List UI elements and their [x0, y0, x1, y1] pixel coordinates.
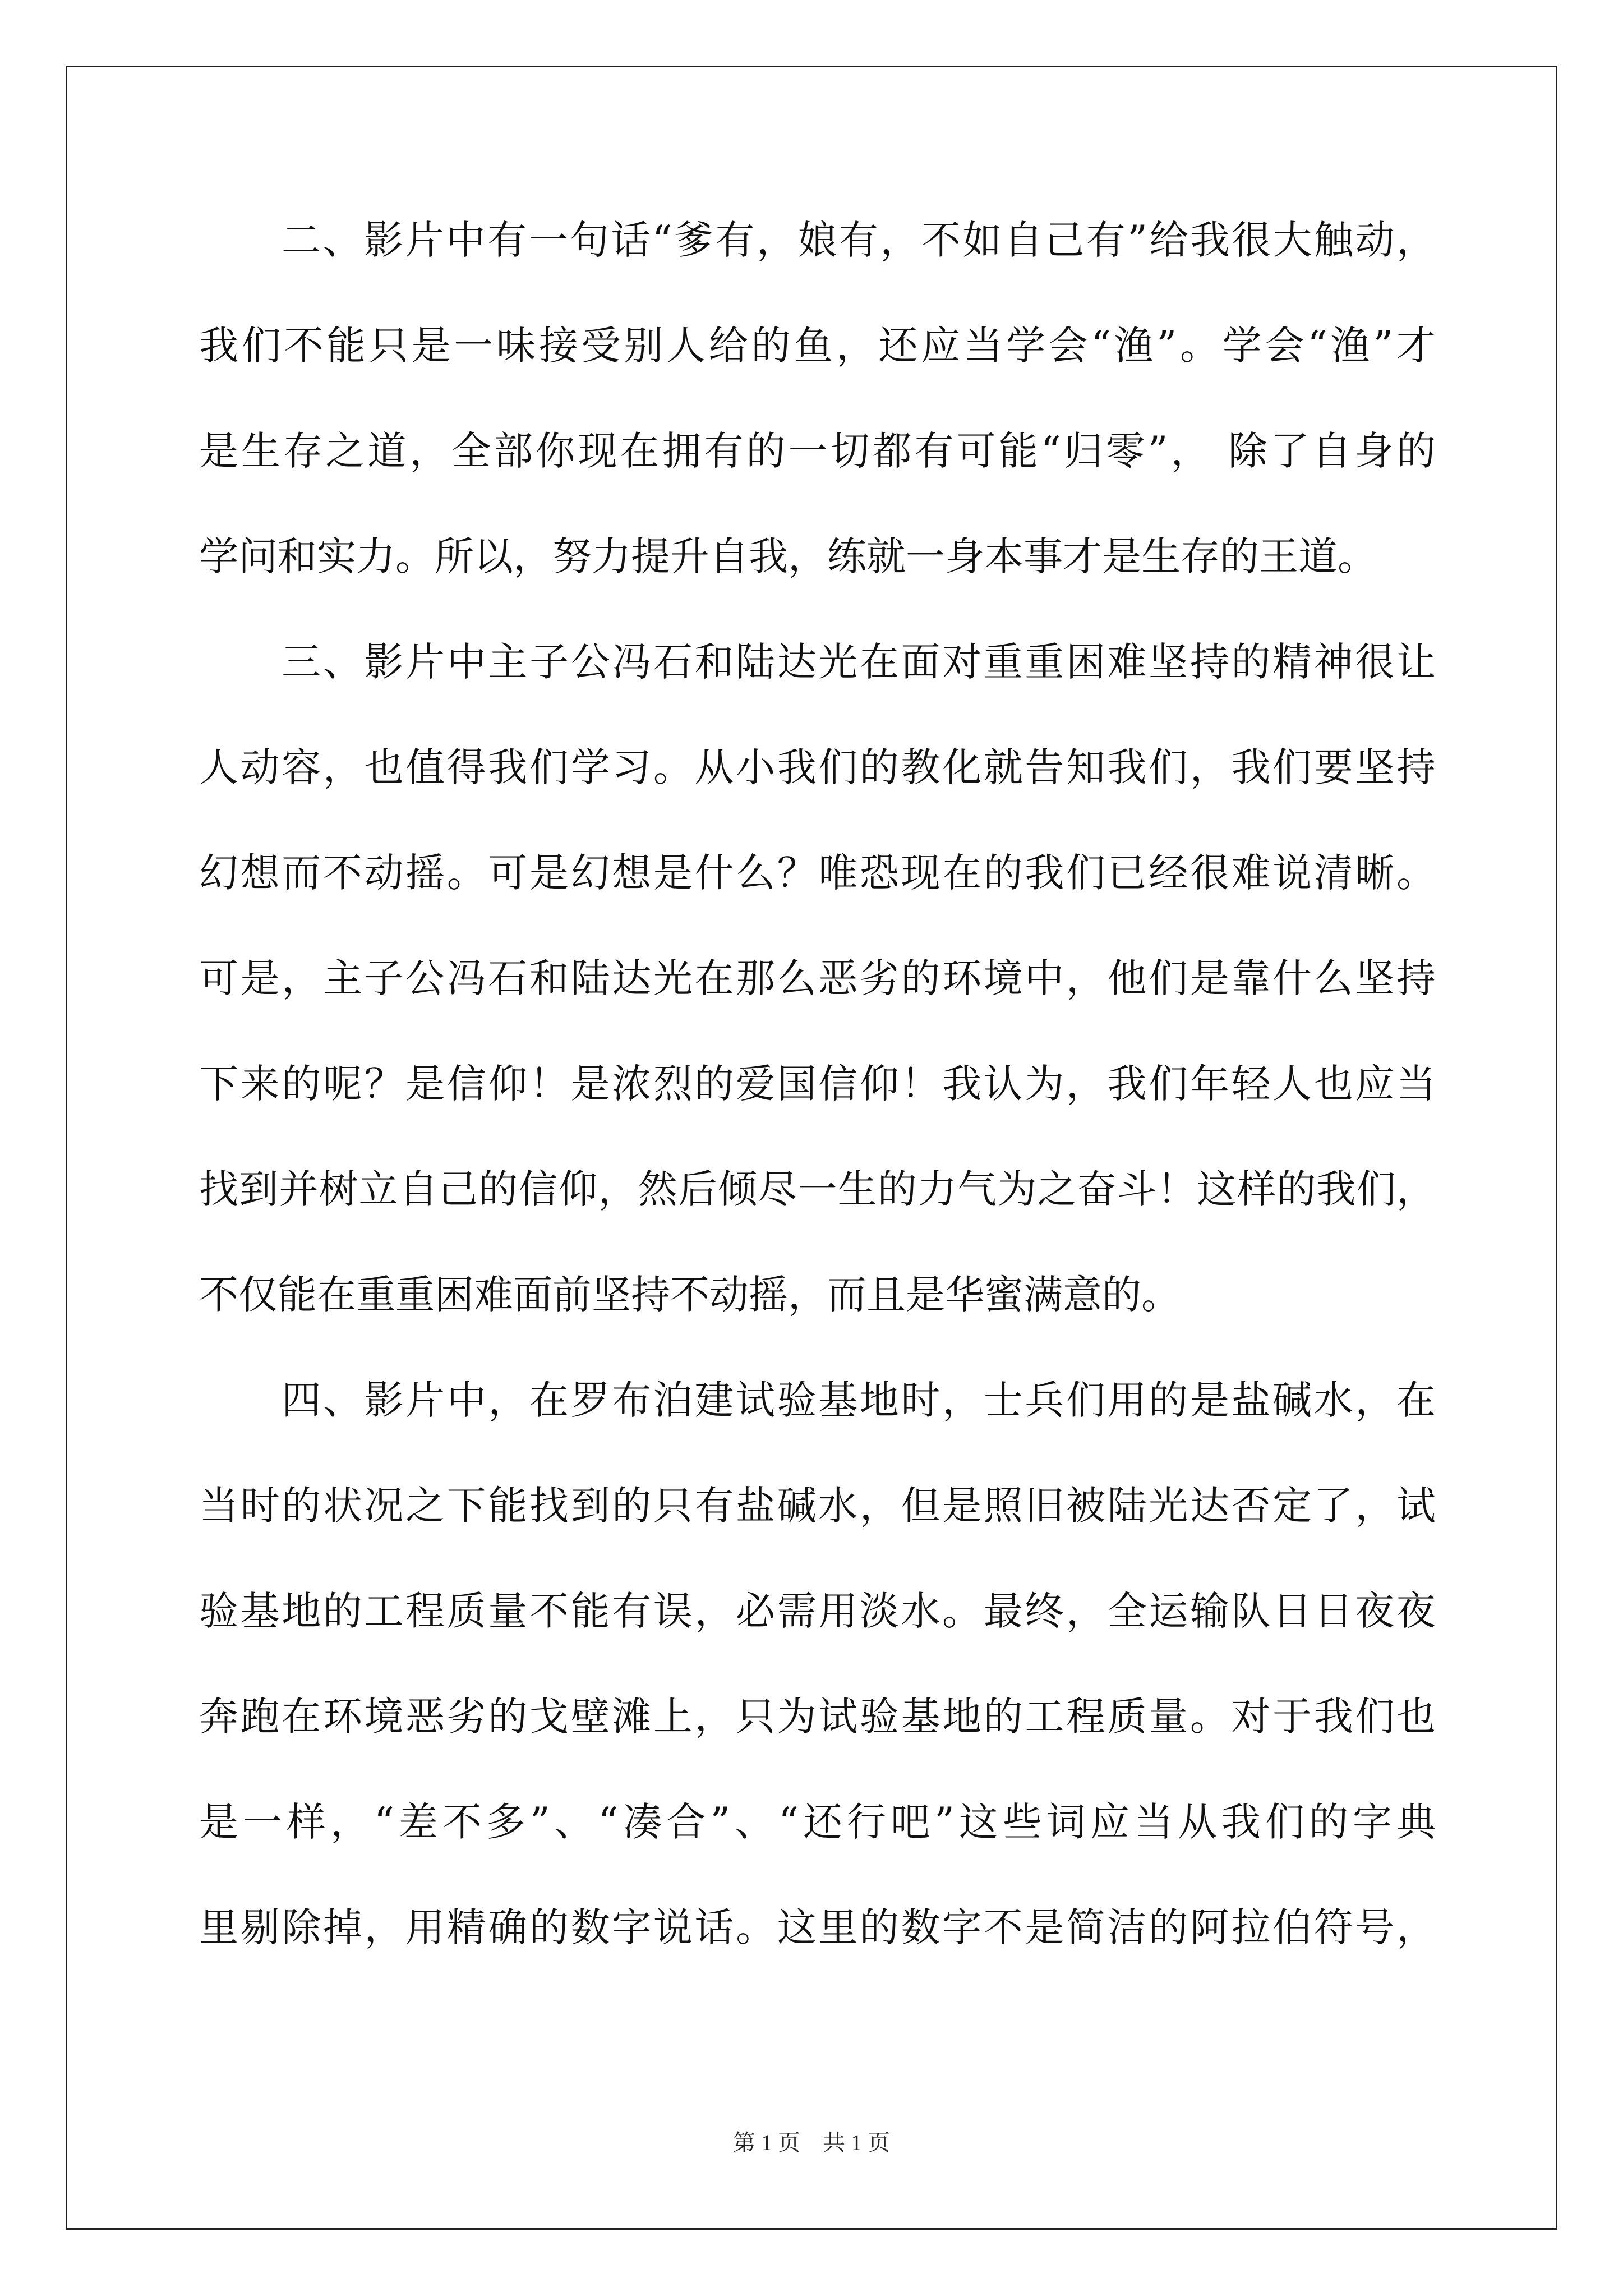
- text-line: 验基地的工程质量不能有误，必需用淡水。最终，全运输队日日夜夜: [199, 1588, 1436, 1634]
- text-line: 下来的呢？是信仰！是浓烈的爱国信仰！我认为，我们年轻人也应当: [199, 1061, 1436, 1107]
- text-line: 四、影片中，在罗布泊建试验基地时，士兵们用的是盐碱水，在: [199, 1377, 1436, 1423]
- text-line: 当时的状况之下能找到的只有盐碱水，但是照旧被陆光达否定了，试: [199, 1483, 1436, 1529]
- text-line: 里剔除掉，用精确的数字说话。这里的数字不是简洁的阿拉伯符号，: [199, 1904, 1436, 1950]
- text-line: 不仅能在重重困难面前坚持不动摇，而且是华蜜满意的。: [199, 1272, 1181, 1318]
- text-line: 三、影片中主子公冯石和陆达光在面对重重困难坚持的精神很让: [199, 639, 1436, 685]
- text-line: 是一样，“差不多”、“凑合”、“还行吧”这些词应当从我们的字典: [199, 1799, 1436, 1845]
- document-body: [199, 215, 1436, 2008]
- text-line: 找到并树立自己的信仰，然后倾尽一生的力气为之奋斗！这样的我们，: [199, 1166, 1436, 1212]
- text-line: 学问和实力。所以，努力提升自我，练就一身本事才是生存的王道。: [199, 533, 1377, 579]
- text-line: 可是，主子公冯石和陆达光在那么恶劣的环境中，他们是靠什么坚持: [199, 955, 1436, 1001]
- text-line: 是生存之道，全部你现在拥有的一切都有可能“归零”， 除了自身的: [199, 428, 1436, 474]
- text-line: 幻想而不动摇。可是幻想是什么？唯恐现在的我们已经很难说清晰。: [199, 850, 1436, 896]
- text-line: 人动容，也值得我们学习。从小我们的教化就告知我们，我们要坚持: [199, 744, 1436, 790]
- text-line: 奔跑在环境恶劣的戈壁滩上，只为试验基地的工程质量。对于我们也: [199, 1694, 1436, 1740]
- text-line: 我们不能只是一味接受别人给的鱼，还应当学会“渔”。学会“渔”才: [199, 323, 1436, 369]
- page-number-footer: 第 1 页 共 1 页: [733, 2130, 890, 2155]
- text-line: 二、影片中有一句话“爹有，娘有，不如自己有”给我很大触动，: [199, 217, 1436, 263]
